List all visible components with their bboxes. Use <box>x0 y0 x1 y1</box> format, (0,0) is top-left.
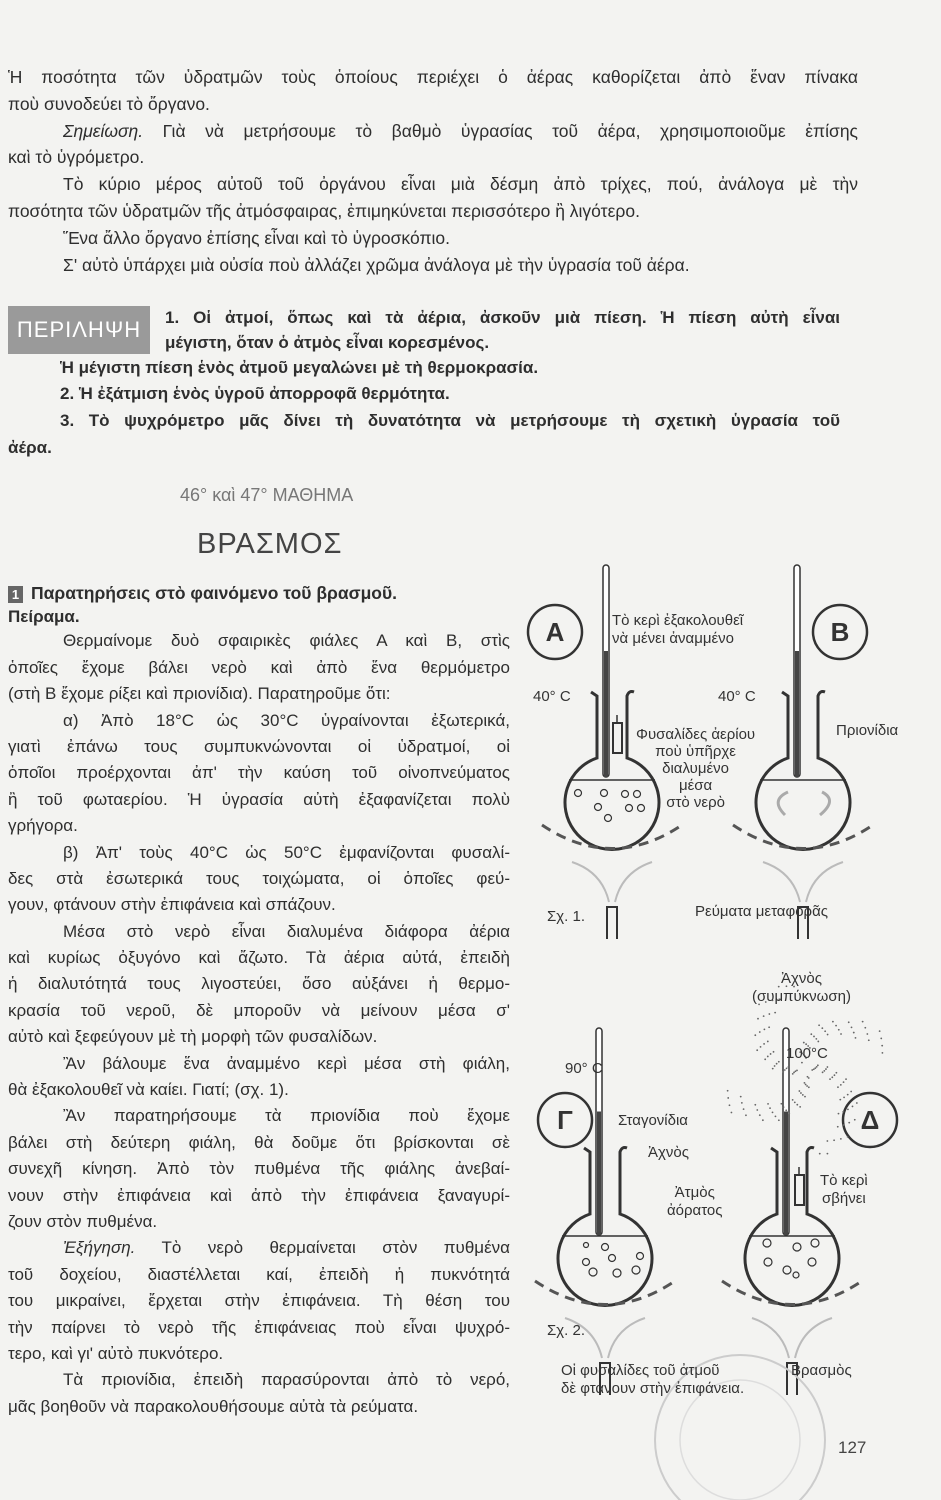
steam-dot <box>825 1068 827 1070</box>
steam-dot <box>804 1096 806 1098</box>
steam-dot <box>879 1030 881 1032</box>
text-line: καὶ τὸ ὑγρόμετρο. <box>8 147 145 168</box>
library-stamp-inner <box>680 1380 800 1500</box>
steam-dot <box>805 1084 807 1086</box>
section-subheading: Πείραμα. <box>8 607 80 627</box>
fig2-droplets: Σταγονίδια <box>618 1112 688 1129</box>
steam-dot <box>778 1119 780 1121</box>
steam-dot <box>827 1034 829 1036</box>
text-line: γιατὶ ἐπάνω τους συμπυκνώνονται οἱ ὑδρατμοί, οἱ <box>8 736 510 756</box>
steam-dot <box>840 1138 842 1140</box>
steam-dot <box>815 1038 817 1040</box>
convection-arrows <box>778 792 829 815</box>
steam-dot <box>792 1073 794 1075</box>
summary-line: 1. Οἱ ἀτμοί, ὅπως καὶ τὰ ἀέρια, ἀσκοῦν μιὰ πίεση. Ἡ πίεση αὐτὴ εἶναι <box>165 308 840 327</box>
steam-dot <box>848 1122 850 1124</box>
text-line: Ἡ ποσότητα τῶν ὑδρατμῶν τοὺς ὁποίους περιέχει ὁ ἀέρας καθορίζεται ἀπὸ ἕναν πίνακα <box>8 67 858 87</box>
summary-line: μέγιστη, ὅταν ὁ ἀτμὸς εἶναι κορεσμένος. <box>165 333 490 352</box>
flask-a-bubble <box>575 790 582 797</box>
steam-dot <box>816 1066 818 1068</box>
steam-dot <box>769 1107 771 1109</box>
steam-dot <box>729 1104 731 1106</box>
steam-dot <box>839 1099 841 1101</box>
fig1-bubbles-note: Φυσαλίδες ἀερίου ποὺ ὑπῆρχε διαλυμένο μέσα στὸ νερὸ <box>636 726 756 811</box>
steam-dot <box>824 1030 826 1032</box>
flask-d-bubble <box>811 1239 819 1247</box>
steam-dot <box>843 1081 845 1083</box>
steam-dot <box>832 1021 834 1023</box>
steam-dot <box>793 1072 795 1074</box>
steam-dot <box>851 1026 853 1028</box>
steam-dot <box>806 1085 808 1087</box>
flask-a-flame <box>572 862 652 902</box>
steam-dot <box>800 1092 802 1094</box>
steam-dot <box>840 1033 842 1035</box>
section-heading: 1 Παρατηρήσεις στὸ φαινόμενο τοῦ βρασμοῦ. <box>8 580 510 606</box>
steam-dot <box>768 1026 770 1028</box>
lesson-heading: 46° καὶ 47° ΜΑΘΗΜΑ <box>180 485 354 505</box>
fig1-caption: Σχ. 1. <box>547 908 585 925</box>
steam-dot <box>835 1072 837 1074</box>
flask-g-gauze <box>535 1281 675 1305</box>
fig1-temp-a: 40° C <box>533 688 571 705</box>
steam-dot <box>795 1070 797 1072</box>
steam-dot <box>763 1043 765 1045</box>
steam-dot <box>785 1109 787 1111</box>
steam-dot <box>813 1036 815 1038</box>
steam-dot <box>772 1068 774 1070</box>
steam-dot <box>776 1063 778 1065</box>
label-g-letter: Γ <box>557 1105 573 1135</box>
steam-dot <box>759 1031 761 1033</box>
steam-dot <box>731 1112 733 1114</box>
text-line: (στὴ Β ἔχομε ρίξει καὶ πριονίδια). Παρατηροῦμε ὅτι: <box>8 684 391 704</box>
steam-dot <box>847 1136 849 1138</box>
steam-dot <box>786 1067 788 1069</box>
text-line: δες στὰ ἐσωτερικά τους τοιχώματα, οἱ ὁποῖες φεύ- <box>8 868 510 888</box>
flask-g-bubble <box>637 1253 644 1260</box>
steam-dot <box>798 1090 800 1092</box>
steam-dot <box>866 1033 868 1035</box>
flask-a-bubble <box>595 804 602 811</box>
text-line: νουν στὴν ἐπιφάνεια καὶ ἀπὸ τὴν ἐπιφάνεια ξαναγυρί- <box>8 1185 510 1205</box>
fig2-mist: Ἀχνὸς <box>648 1144 689 1161</box>
flask-g-bubble <box>584 1243 589 1248</box>
text-line: Ἐξήγηση. Τὸ νερὸ θερμαίνεται στὸν πυθμένα <box>63 1238 510 1258</box>
steam-dot <box>770 1053 772 1055</box>
section-number: 1 <box>8 586 23 603</box>
text-line: του μικραίνει, ἔρχεται στὴν ἐπιφάνεια. Τὴ θέση του <box>8 1291 510 1311</box>
text-line: ὁποῖες ἔχομε βάλει νερὸ καὶ ἀπὸ ἕνα θερμόμετρο <box>8 657 510 677</box>
fig2-vapor: Ἀτμὸς ἀόρατος <box>667 1184 723 1219</box>
page-number: 127 <box>838 1438 867 1457</box>
text-line: αὐτὸ καὶ ξεφεύγουν μὲ τὴ μορφὴ τῶν φυσαλίδων. <box>8 1027 378 1047</box>
fig1-sawdust: Πριονίδια <box>836 722 899 739</box>
steam-dot <box>741 1102 743 1104</box>
steam-dot <box>774 1012 776 1014</box>
text-line: γουν, φτάνουν στὴν ἐπιφάνεια καὶ σπάζουν. <box>8 895 336 915</box>
flask-d-thermometer-column <box>784 1112 788 1236</box>
flask-g-bubble <box>602 1244 609 1251</box>
steam-dot <box>821 1027 823 1029</box>
flask-d-bubble <box>764 1258 772 1266</box>
fig2-temp-d: 100°C <box>786 1045 828 1062</box>
steam-dot <box>757 1018 759 1020</box>
label-b-letter: B <box>830 617 850 647</box>
steam-dot <box>822 1071 824 1073</box>
flask-d-bubble <box>793 1272 799 1278</box>
steam-dot <box>745 1114 747 1116</box>
steam-dot <box>727 1097 729 1099</box>
steam-dot <box>772 1111 774 1113</box>
steam-dot <box>835 1025 837 1027</box>
text-line: Θερμαίνομε δυὸ σφαιρικὲς φιάλες Α καὶ Β, στὶς <box>63 631 510 651</box>
steam-dot <box>823 1070 825 1072</box>
steam-dot <box>850 1091 852 1093</box>
steam-dot <box>773 1051 775 1053</box>
text-line: ζουν στὸν πυθμένα. <box>8 1211 158 1231</box>
text-line: γρήγορα. <box>8 816 78 836</box>
steam-dot <box>768 1013 770 1015</box>
flask-a-gauze <box>542 825 682 849</box>
text-line: Σημείωση. Γιὰ νὰ μετρήσουμε τὸ βαθμὸ ὑγρασίας τοῦ ἀέρα, χρησιμοποιοῦμε ἐπίσης <box>63 120 858 141</box>
steam-dot <box>775 1115 777 1117</box>
page-title: ΒΡΑΣΜΟΣ <box>197 528 343 560</box>
steam-dot <box>802 1094 804 1096</box>
steam-dot <box>796 1104 798 1106</box>
summary-badge: ΠΕΡΙΛΗΨΗ <box>8 306 150 354</box>
steam-dot <box>834 1074 836 1076</box>
text-line: τοῦ δοχείου, διαστέλλεται καί, ἐπειδὴ ἡ πυκνότητά <box>8 1264 510 1284</box>
fig2-candle-out: Τὸ κερὶ σβήνει <box>820 1172 868 1207</box>
text-line: α) Ἀπὸ 18°C ὡς 30°C ὑγραίνονται ἐξωτερικά, <box>63 710 510 730</box>
steam-dot <box>796 1069 798 1071</box>
steam-dot <box>817 1041 819 1043</box>
flask-a-candle <box>613 723 622 753</box>
text-line: συνεχῆ κίνηση. Ἀπὸ τὸν πυθμένα τῆς φιάλης ἀνεβαί- <box>8 1159 510 1179</box>
steam-dot <box>880 1038 882 1040</box>
steam-dot <box>778 1061 780 1063</box>
steam-dot <box>845 1078 847 1080</box>
steam-dot <box>814 1067 816 1069</box>
summary-line: ἀέρα. <box>8 438 52 457</box>
steam-dot <box>818 1024 820 1026</box>
flask-d-flame <box>752 1318 832 1358</box>
flask-g-bubble <box>589 1268 597 1276</box>
steam-dot <box>727 1090 729 1092</box>
fig1-temp-b: 40° C <box>718 688 756 705</box>
flask-d-candle <box>795 1175 804 1205</box>
text-line: τὴν παίρνει τὸ νερὸ τῆς ἐπιφάνειας ποὺ εἶναι ψυχρό- <box>8 1317 510 1337</box>
steam-dot <box>763 1028 765 1030</box>
steam-dot <box>784 1069 786 1071</box>
steam-dot <box>813 1068 815 1070</box>
fig1-candle-note: Τὸ κερὶ ἐξακολουθεῖ νὰ μένει ἀναμμένο <box>612 612 744 647</box>
text-line: ὁποῖοι προέρχονται ἀπ' τὴν καύση τοῦ οἰνοπνεύματος <box>8 763 510 783</box>
steam-dot <box>838 1113 840 1115</box>
text-line: θὰ ἐξακολουθεῖ νὰ καίει. Γιατί; (σχ. 1). <box>8 1080 289 1100</box>
flask-g-bubble <box>613 1269 621 1277</box>
steam-dot <box>843 1124 845 1126</box>
steam-dot <box>837 1086 839 1088</box>
text-line: Τὸ κύριο μέρος αὐτοῦ τοῦ ὀργάνου εἶναι μιὰ δέσμη ἀπὸ τρίχες, πού, ἀνάλογα μὲ τὴν <box>63 174 858 195</box>
steam-dot <box>827 1153 829 1155</box>
flask-a-thermometer-column <box>604 651 608 777</box>
text-line: ἡ διαλυτότητά τους λιγοστεύει, ὅσο αὐξάνει ἡ θερμο- <box>8 974 510 994</box>
steam-dot <box>847 1094 849 1096</box>
flask-d-bubble <box>763 1239 771 1247</box>
steam-dot <box>853 1032 855 1034</box>
steam-dot <box>799 1106 801 1108</box>
text-line: Ἕνα ἄλλο ὄργανο ἐπίσης εἶναι καὶ τὸ ὑγροσκόπιο. <box>63 227 451 248</box>
flask-g-thermometer-column <box>597 1112 601 1236</box>
steam-dot <box>754 1104 756 1106</box>
steam-dot <box>856 1102 858 1104</box>
steam-dot <box>808 1086 810 1088</box>
steam-dot <box>762 1119 764 1121</box>
text-line: β) Ἀπ' τοὺς 40°C ὡς 50°C ἐμφανίζονται φυσαλί- <box>63 842 510 862</box>
steam-dot <box>819 1153 821 1155</box>
steam-dot <box>754 1034 756 1036</box>
steam-dot <box>831 1076 833 1078</box>
steam-dot <box>826 1066 828 1068</box>
steam-dot <box>838 1029 840 1031</box>
flask-g-bubble <box>609 1255 616 1262</box>
steam-dot <box>811 1069 813 1071</box>
flask-d-gauze <box>722 1281 862 1305</box>
summary-line: 2. Ἡ ἐξάτμιση ἑνὸς ὑγροῦ ἀπορροφᾶ θερμότητα. <box>60 384 450 403</box>
text-line: καὶ κυρίως ὀξυγόνο καὶ ἄζωτο. Τὰ ἀέρια αὐτά, ἐπειδὴ <box>8 948 510 968</box>
flask-g-bubble <box>583 1259 590 1266</box>
fig2-temp-g: 90° C <box>565 1060 603 1077</box>
text-line: Ἂν παρατηρήσουμε τὰ πριονίδια ποὺ ἔχομε <box>63 1106 510 1126</box>
steam-dot <box>881 1045 883 1047</box>
flask-b-flame <box>763 862 843 902</box>
steam-dot <box>848 1021 850 1023</box>
text-line: κρασία τοῦ νεροῦ, δὲ μποροῦν νὰ μείνουν μέσα σ' <box>8 1000 510 1020</box>
steam-dot <box>868 1039 870 1041</box>
steam-dot <box>843 1096 845 1098</box>
steam-dot <box>804 1082 806 1084</box>
steam-dot <box>833 1139 835 1141</box>
steam-dot <box>854 1119 856 1121</box>
fig2-boiling: Βρασμὸς <box>791 1362 852 1379</box>
text-line: Σ' αὐτὸ ὑπάρχει μιὰ οὐσία ποὺ ἀλλάζει χρῶμα ἀνάλογα μὲ τὴν ὑγρασία τοῦ ἀέρα. <box>63 254 690 275</box>
text-line: ἢ τοῦ φωταερίου. Ἡ ὑγρασία αὐτὴ ἐξαφανίζεται πολὺ <box>8 789 510 809</box>
text-line: ποὺ συνοδεύει τὸ ὄργανο. <box>8 93 210 114</box>
label-d-letter: Δ <box>860 1105 880 1135</box>
steam-dot <box>774 1065 776 1067</box>
text-line: Τὰ πριονίδια, ἐπειδὴ παρασύρονται ἀπὸ τὸ νερό, <box>63 1370 510 1390</box>
flask-d-bubble <box>783 1266 791 1274</box>
flask-a-bubble <box>601 790 608 797</box>
flask-b-thermometer-column <box>795 651 799 777</box>
flask-b-flask <box>756 692 850 850</box>
steam-dot <box>882 1052 884 1054</box>
steam-dot <box>756 1049 758 1051</box>
steam-dot <box>780 1103 782 1105</box>
steam-dot <box>756 1109 758 1111</box>
steam-dot <box>783 1106 785 1108</box>
summary-line: 3. Τὸ ψυχρόμετρο μᾶς δίνει τὴ δυνατότητα νὰ μετρήσουμε τὴ σχετικὴ ὑγρασία τοῦ <box>60 411 840 430</box>
fig2-caption: Σχ. 2. <box>547 1322 585 1339</box>
steam-dot <box>764 1058 766 1060</box>
steam-dot <box>740 1096 742 1098</box>
steam-dot <box>759 1114 761 1116</box>
steam-dot <box>837 1126 839 1128</box>
steam-dot <box>760 1046 762 1048</box>
summary-line: Ἡ μέγιστη πίεση ἑνὸς ἀτμοῦ μεγαλώνει μὲ τὴ θερμοκρασία. <box>60 358 539 377</box>
text-line: ποσότητα τῶν ὑδρατμῶν τῆς ἀτμόσφαιρας, ἐπιμηκύνεται περισσότερο ἢ λιγότερο. <box>8 200 640 221</box>
steam-dot <box>817 1064 819 1066</box>
fig2-bubbles-note: Οἱ φυσαλίδες τοῦ ἀτμοῦ δὲ φτάνουν στὴν ἐπιφάνεια. <box>561 1362 745 1397</box>
text-line: Ἂν βάλουμε ἕνα ἀναμμένο κερὶ μέσα στὴ φιάλη, <box>63 1053 510 1073</box>
flask-a-bubble <box>622 791 629 798</box>
text-line: Μέσα στὸ νερὸ εἶναι διαλυμένα διάφορα ἀέρια <box>63 921 510 941</box>
flask-b-gauze <box>733 825 873 849</box>
steam-dot <box>794 1101 796 1103</box>
flask-d-bubble <box>808 1258 816 1266</box>
text-line: μᾶς βοηθοῦν νὰ παρακολουθήσουμε αὐτὰ τὰ ρεύματα. <box>8 1396 419 1416</box>
fig1-currents: Ρεύματα μεταφορᾶς <box>695 903 828 920</box>
steam-dot <box>829 1078 831 1080</box>
steam-dot <box>767 1041 769 1043</box>
flask-a-bubble <box>626 805 633 812</box>
steam-dot <box>864 1027 866 1029</box>
flask-d-bubble <box>793 1243 801 1251</box>
flask-a-bubble <box>605 815 612 822</box>
flask-g-flask <box>558 1148 652 1306</box>
steam-dot <box>767 1103 769 1105</box>
steam-dot <box>810 1033 812 1035</box>
fig2-mist-top: Ἀχνὸς (συμπύκνωση) <box>752 970 851 1005</box>
steam-dot <box>847 1108 849 1110</box>
steam-dot <box>852 1106 854 1108</box>
text-line: τερο, καὶ γι' αὐτὸ πυκνότερο. <box>8 1343 224 1363</box>
steam-dot <box>826 1140 828 1142</box>
text-line: βάλει στὴ δεύτερη φιάλη, θὰ δοῦμε ὅτι βρίσκονται σὲ <box>8 1132 510 1152</box>
steam-dot <box>840 1084 842 1086</box>
flask-g-bubble <box>632 1266 640 1274</box>
steam-dot <box>767 1056 769 1058</box>
steam-dot <box>855 1037 857 1039</box>
steam-dot <box>842 1111 844 1113</box>
steam-dot <box>787 1066 789 1068</box>
steam-dot <box>808 1077 810 1079</box>
steam-dot <box>803 1042 805 1044</box>
steam-dot <box>782 1071 784 1073</box>
steam-dot <box>763 1015 765 1017</box>
label-a-letter: A <box>545 617 565 647</box>
flask-a-burner <box>606 907 618 939</box>
steam-dot <box>788 1112 790 1114</box>
steam-dot <box>792 1099 794 1101</box>
steam-dot <box>862 1021 864 1023</box>
steam-dot <box>743 1108 745 1110</box>
